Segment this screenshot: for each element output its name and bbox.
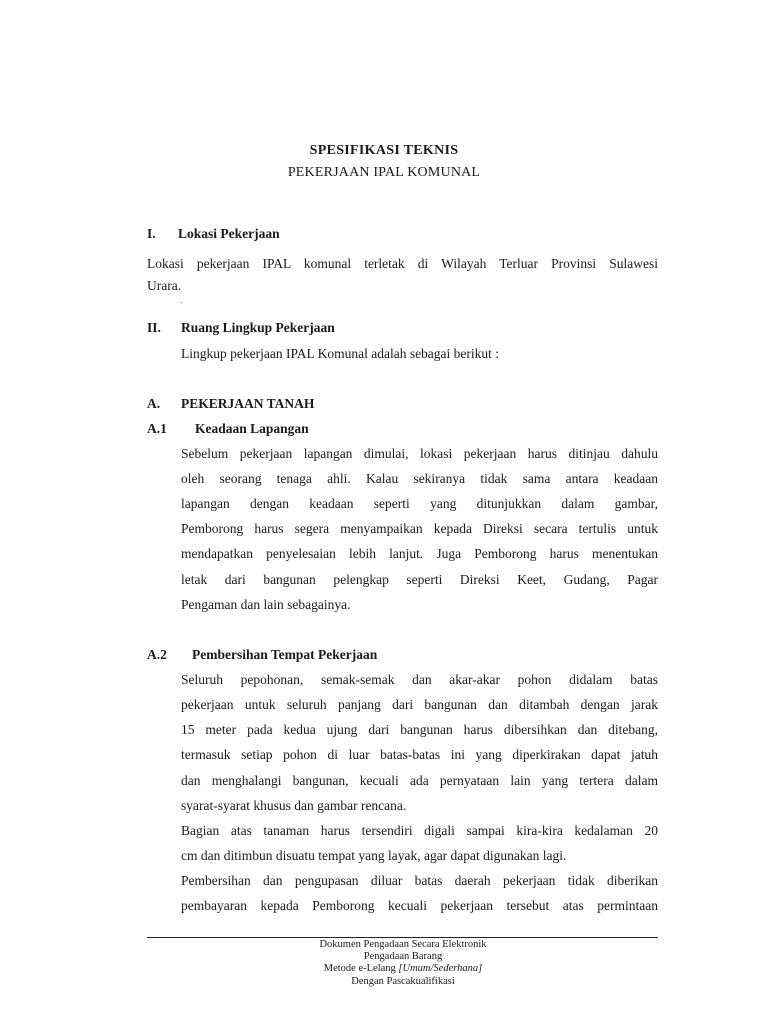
section-a1-line-6: letak dari bangunan pelengkap seperti Direksi Keet, Gudang, Pagar bbox=[181, 572, 658, 587]
footer-line-3-italic: [Umum/Sederhana] bbox=[398, 963, 483, 974]
section-a1-line-3: lapangan dengan keadaan seperti yang ditunjukkan dalam gambar, bbox=[181, 496, 658, 511]
section-1-line-1: Lokasi pekerjaan IPAL komunal terletak di Wilayah Terluar Provinsi Sulawesi bbox=[147, 256, 658, 271]
section-a2-line-9: Pembersihan dan pengupasan diluar batas daerah pekerjaan tidak diberikan bbox=[181, 873, 658, 888]
section-a2-line-1: Seluruh pepohonan, semak-semak dan akar-akar pohon didalam batas bbox=[181, 672, 658, 687]
footer-line-2: Pengadaan Barang bbox=[363, 951, 443, 962]
section-a2-line-4: termasuk setiap pohon di luar batas-batas ini yang diperkirakan dapat jatuh bbox=[181, 747, 658, 762]
section-a2-number: A.2 bbox=[147, 647, 167, 662]
section-1-heading: Lokasi Pekerjaan bbox=[178, 226, 280, 241]
section-a2-line-5: dan menghalangi bangunan, kecuali ada pernyataan lain yang tertera dalam bbox=[181, 773, 658, 788]
section-a2-line-6: syarat-syarat khusus dan gambar rencana. bbox=[181, 798, 407, 813]
footer-line-1: Dokumen Pengadaan Secara Elektronik bbox=[319, 939, 487, 950]
footer-divider bbox=[147, 937, 658, 938]
section-a1-line-2: oleh seorang tenaga ahli. Kalau sekiranya tidak sama antara keadaan bbox=[181, 471, 658, 486]
footer-line-3 bbox=[0, 963, 768, 975]
section-2-heading: Ruang Lingkup Pekerjaan bbox=[181, 320, 335, 335]
section-a2-line-8: cm dan ditimbun disuatu tempat yang layak, agar dapat digunakan lagi. bbox=[181, 848, 567, 863]
section-a1-heading: Keadaan Lapangan bbox=[195, 421, 309, 436]
section-a2-heading: Pembersihan Tempat Pekerjaan bbox=[192, 647, 378, 662]
document-title: SPESIFIKASI TEKNIS bbox=[309, 143, 459, 158]
section-a1-line-5: mendapatkan penyelesaian lebih lanjut. Juga Pemborong harus menentukan bbox=[181, 546, 658, 561]
section-2-number: II. bbox=[147, 320, 161, 335]
section-a1-line-1: Sebelum pekerjaan lapangan dimulai, lokasi pekerjaan harus ditinjau dahulu bbox=[181, 446, 658, 461]
footer-line-3-prefix: Metode e-Lelang bbox=[323, 963, 399, 974]
section-a1-line-4: Pemborong harus segera menyampaikan kepada Direksi secara tertulis untuk bbox=[181, 521, 658, 536]
section-a1-line-7: Pengaman dan lain sebagainya. bbox=[181, 597, 351, 612]
section-1-line-2: Urara. bbox=[147, 278, 182, 293]
stray-dot: . bbox=[180, 295, 183, 306]
section-1-number: I. bbox=[147, 226, 156, 241]
document-subtitle: PEKERJAAN IPAL KOMUNAL bbox=[287, 165, 481, 180]
section-a2-line-3: 15 meter pada kedua ujung dari bangunan harus dibersihkan dan ditebang, bbox=[181, 722, 658, 737]
section-2-text: Lingkup pekerjaan IPAL Komunal adalah sebagai berikut : bbox=[181, 346, 500, 361]
section-a-heading: PEKERJAAN TANAH bbox=[181, 396, 315, 411]
section-a-number: A. bbox=[147, 396, 161, 411]
section-a2-line-2: pekerjaan untuk seluruh panjang dari bangunan dan ditambah dengan jarak bbox=[181, 697, 658, 712]
section-a1-number: A.1 bbox=[147, 421, 167, 436]
footer-line-4: Dengan Pascakualifikasi bbox=[351, 976, 455, 987]
section-a2-line-10: pembayaran kepada Pemborong kecuali pekerjaan tersebut atas permintaan bbox=[181, 898, 658, 913]
section-a2-line-7: Bagian atas tanaman harus tersendiri digali sampai kira-kira kedalaman 20 bbox=[181, 823, 658, 838]
